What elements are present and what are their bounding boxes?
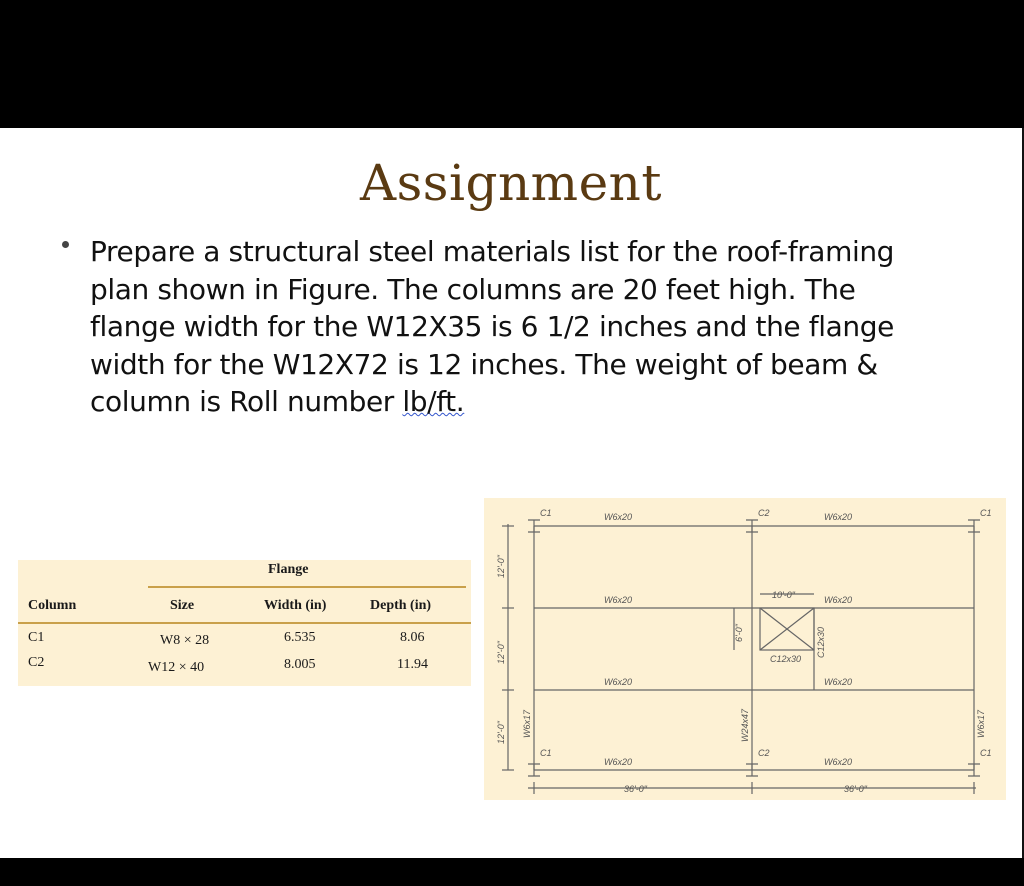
bullet-dot — [62, 241, 69, 248]
dim-left-bottom: 12'-0" — [496, 721, 506, 744]
beam-label-mid2-left: W6x20 — [604, 677, 633, 687]
bullet-text — [90, 233, 1005, 421]
header-rule — [18, 622, 471, 624]
dim-bottom-right: 36'-0" — [844, 784, 867, 794]
header-width: Width (in) — [264, 598, 327, 613]
dim-opening-height: 6'-0" — [734, 624, 744, 642]
header-column: Column — [28, 598, 77, 613]
slide — [0, 128, 1022, 858]
horizontal-label-opening: C12x30 — [770, 654, 802, 664]
row1-depth: 8.06 — [400, 630, 425, 645]
header-depth: Depth (in) — [370, 598, 432, 613]
dim-opening-width: 10'-0" — [772, 590, 795, 600]
row2-size: W12 × 40 — [148, 660, 205, 675]
slide-title: Assignment — [360, 154, 662, 212]
beam-label-bottom-left: W6x20 — [604, 757, 633, 767]
beam-label-mid1-left: W6x20 — [604, 595, 633, 605]
bullet-line-2: plan shown in Figure. The columns are 20 feet high. The — [90, 272, 856, 306]
bullet-line-1: Prepare a structural steel materials list for the roof-framing — [90, 235, 895, 268]
beam-label-top-right: W6x20 — [824, 512, 853, 522]
roof-framing-plan — [484, 498, 1006, 800]
bullet-line-3: flange width for the W12X35 is 6 1/2 inches and the flange — [90, 310, 894, 343]
flange-rule — [148, 586, 466, 588]
dim-bottom-left: 36'-0" — [624, 784, 647, 794]
column-label-3: C1 — [980, 508, 992, 518]
row1-size: W8 × 28 — [160, 633, 210, 648]
column-label-4: C1 — [540, 748, 552, 758]
beam-label-mid2-right: W6x20 — [824, 677, 853, 687]
beam-label-mid1-right: W6x20 — [824, 595, 853, 605]
column-size-table — [18, 560, 471, 686]
roof-framing-figure — [484, 498, 1006, 800]
row1-column: C1 — [28, 630, 45, 645]
bottom-black-bar — [0, 858, 1024, 886]
header-size: Size — [170, 598, 195, 613]
beam-label-top-left: W6x20 — [604, 512, 633, 522]
column-label-5: C2 — [758, 748, 770, 758]
flange-group-header: Flange — [268, 562, 309, 577]
column-label-1: C1 — [540, 508, 552, 518]
vertical-label-center: W24x47 — [740, 708, 750, 742]
top-black-bar — [0, 0, 1024, 128]
column-label-2: C2 — [758, 508, 770, 518]
bullet-line-4: width for the W12X72 is 12 inches. The weight of beam & — [90, 347, 878, 381]
bullet-line-5: column is Roll number lb/ft. — [90, 385, 465, 418]
vertical-label-right: W6x17 — [976, 709, 986, 738]
row2-depth: 11.94 — [397, 657, 428, 672]
dim-left-mid: 12'-0" — [496, 641, 506, 664]
row1-width: 6.535 — [284, 630, 316, 645]
unit-lb-ft: lb/ft. — [402, 385, 465, 418]
row2-width: 8.005 — [284, 657, 316, 672]
vertical-label-left: W6x17 — [522, 709, 532, 738]
row2-column: C2 — [28, 655, 45, 670]
column-label-6: C1 — [980, 748, 992, 758]
beam-label-bottom-right: W6x20 — [824, 757, 853, 767]
dim-left-top: 12'-0" — [496, 555, 506, 578]
vertical-label-opening: C12x30 — [816, 626, 826, 658]
